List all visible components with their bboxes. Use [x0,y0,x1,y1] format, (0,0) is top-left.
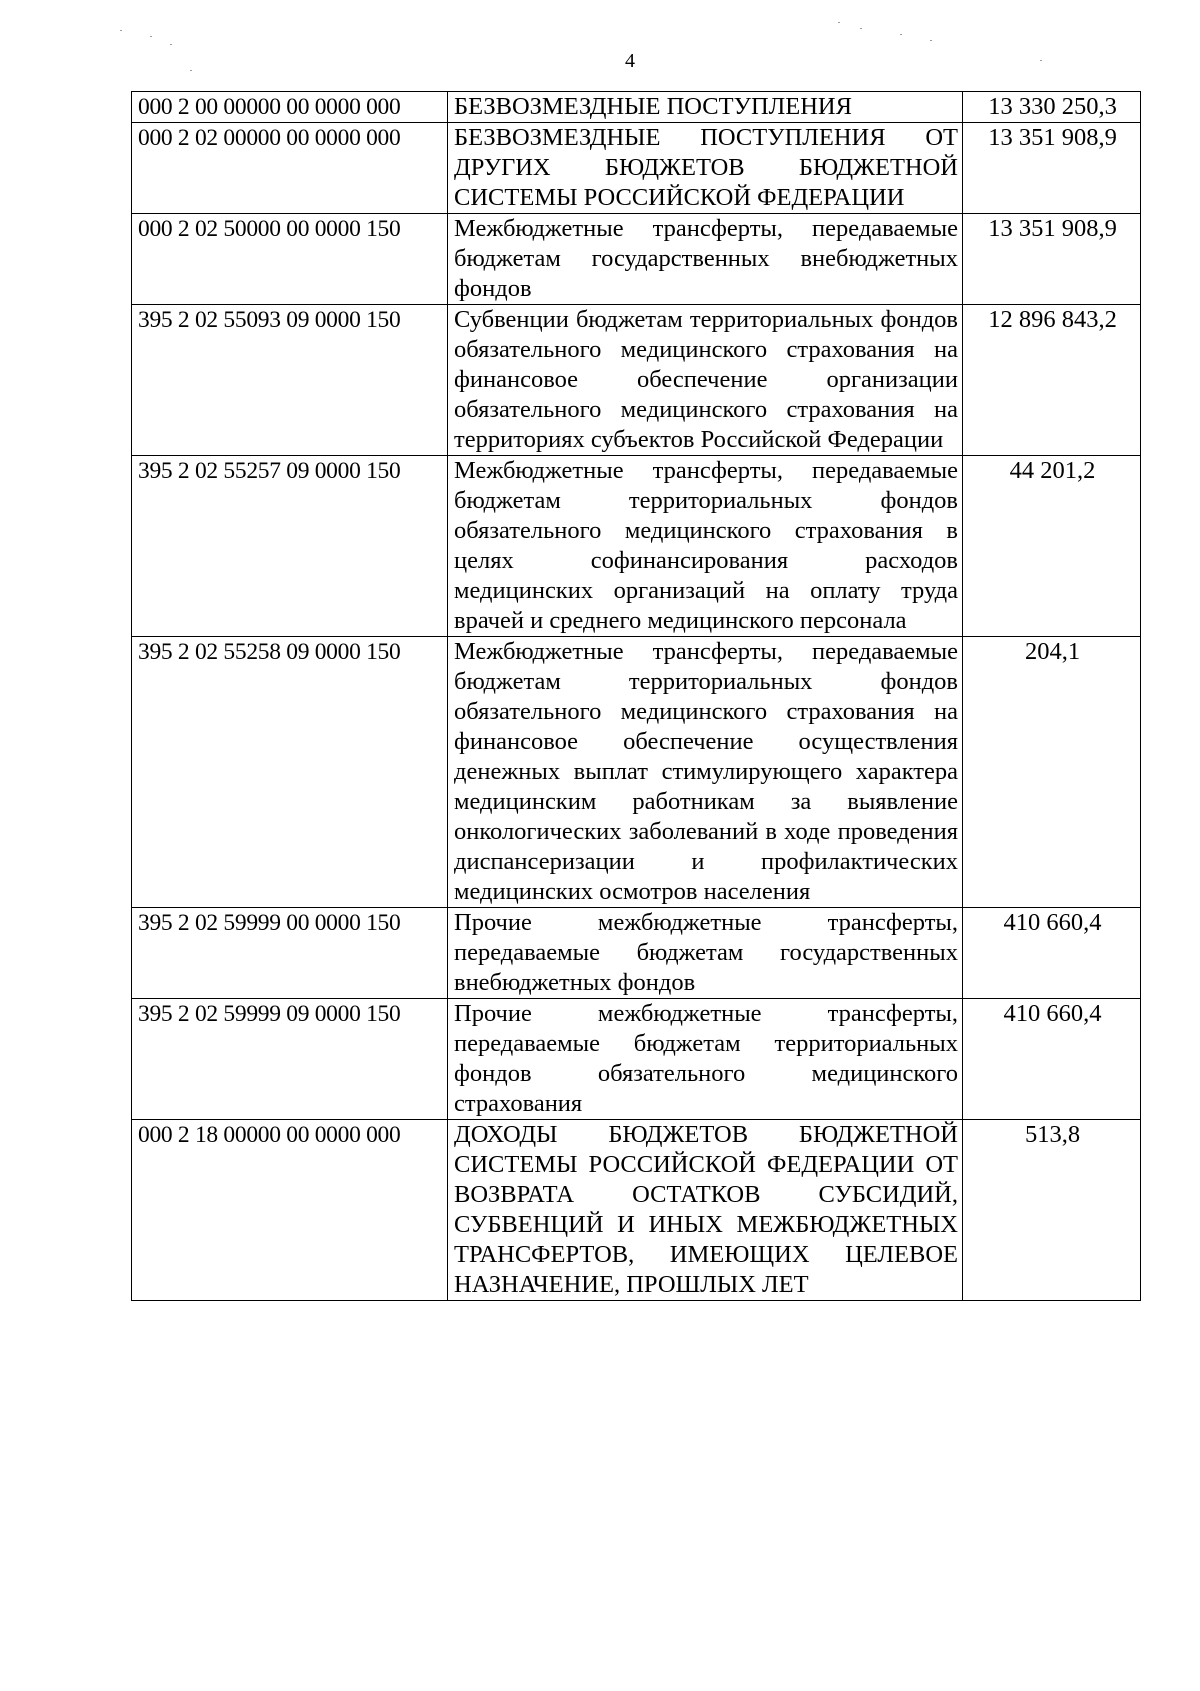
budget-code: 395 2 02 55257 09 0000 150 [132,456,448,637]
table-row [132,456,1141,637]
revenue-description: Прочие межбюджетные трансферты, передаваемые бюджетам территориальных фондов обязательного медицинского страхования [448,999,963,1120]
revenue-description: Субвенции бюджетам территориальных фондов обязательного медицинского страхования на финансовое обеспечение организации обязательного медицинского страхования на территориях субъектов Российской Федерации [448,305,963,456]
budget-code: 395 2 02 55093 09 0000 150 [132,305,448,456]
revenue-description: БЕЗВОЗМЕЗДНЫЕ ПОСТУПЛЕНИЯ [448,92,963,123]
scan-speck [838,22,840,23]
revenue-description: Прочие межбюджетные трансферты, передаваемые бюджетам государственных внебюджетных фондов [448,908,963,999]
amount: 13 351 908,9 [963,214,1141,305]
budget-code: 395 2 02 59999 00 0000 150 [132,908,448,999]
revenue-description: Межбюджетные трансферты, передаваемые бюджетам территориальных фондов обязательного медицинского страхования в целях софинансирования расходов медицинских организаций на оплату труда врачей и среднего медицинского персонала [448,456,963,637]
budget-code: 000 2 02 00000 00 0000 000 [132,123,448,214]
scan-speck [900,34,902,35]
revenue-description: Межбюджетные трансферты, передаваемые бюджетам государственных внебюджетных фондов [448,214,963,305]
table-row [132,92,1141,123]
amount: 12 896 843,2 [963,305,1141,456]
budget-code: 395 2 02 59999 09 0000 150 [132,999,448,1120]
budget-code: 000 2 00 00000 00 0000 000 [132,92,448,123]
table-row [132,214,1141,305]
amount: 513,8 [963,1120,1141,1301]
table-row [132,999,1141,1120]
budget-code: 395 2 02 55258 09 0000 150 [132,637,448,908]
amount: 204,1 [963,637,1141,908]
table-row [132,1120,1141,1301]
budget-code: 000 2 18 00000 00 0000 000 [132,1120,448,1301]
amount: 410 660,4 [963,999,1141,1120]
scan-speck [930,40,932,41]
amount: 44 201,2 [963,456,1141,637]
amount: 13 351 908,9 [963,123,1141,214]
budget-revenue-table [131,91,1141,1301]
table-row [132,305,1141,456]
revenue-description: Межбюджетные трансферты, передаваемые бюджетам территориальных фондов обязательного медицинского страхования на финансовое обеспечение осуществления денежных выплат стимулирующего характера медицинским работникам за выявление онкологических заболеваний в ходе проведения диспансеризации и профилактических медицинских осмотров населения [448,637,963,908]
amount: 13 330 250,3 [963,92,1141,123]
revenue-description: ДОХОДЫ БЮДЖЕТОВ БЮДЖЕТНОЙ СИСТЕМЫ РОССИЙСКОЙ ФЕДЕРАЦИИ ОТ ВОЗВРАТА ОСТАТКОВ СУБСИДИЙ, СУБВЕНЦИЙ И ИНЫХ МЕЖБЮДЖЕТНЫХ ТРАНСФЕРТОВ, ИМЕЮЩИХ ЦЕЛЕВОЕ НАЗНАЧЕНИЕ, ПРОШЛЫХ ЛЕТ [448,1120,963,1301]
scan-speck [170,44,172,45]
scan-speck [120,30,122,31]
scan-speck [860,28,862,29]
amount: 410 660,4 [963,908,1141,999]
revenue-description: БЕЗВОЗМЕЗДНЫЕ ПОСТУПЛЕНИЯ ОТ ДРУГИХ БЮДЖЕТОВ БЮДЖЕТНОЙ СИСТЕМЫ РОССИЙСКОЙ ФЕДЕРАЦИИ [448,123,963,214]
scan-speck [150,36,152,37]
table-row [132,637,1141,908]
page-number: 4 [625,50,635,72]
table-row [132,908,1141,999]
table-row [132,123,1141,214]
budget-code: 000 2 02 50000 00 0000 150 [132,214,448,305]
